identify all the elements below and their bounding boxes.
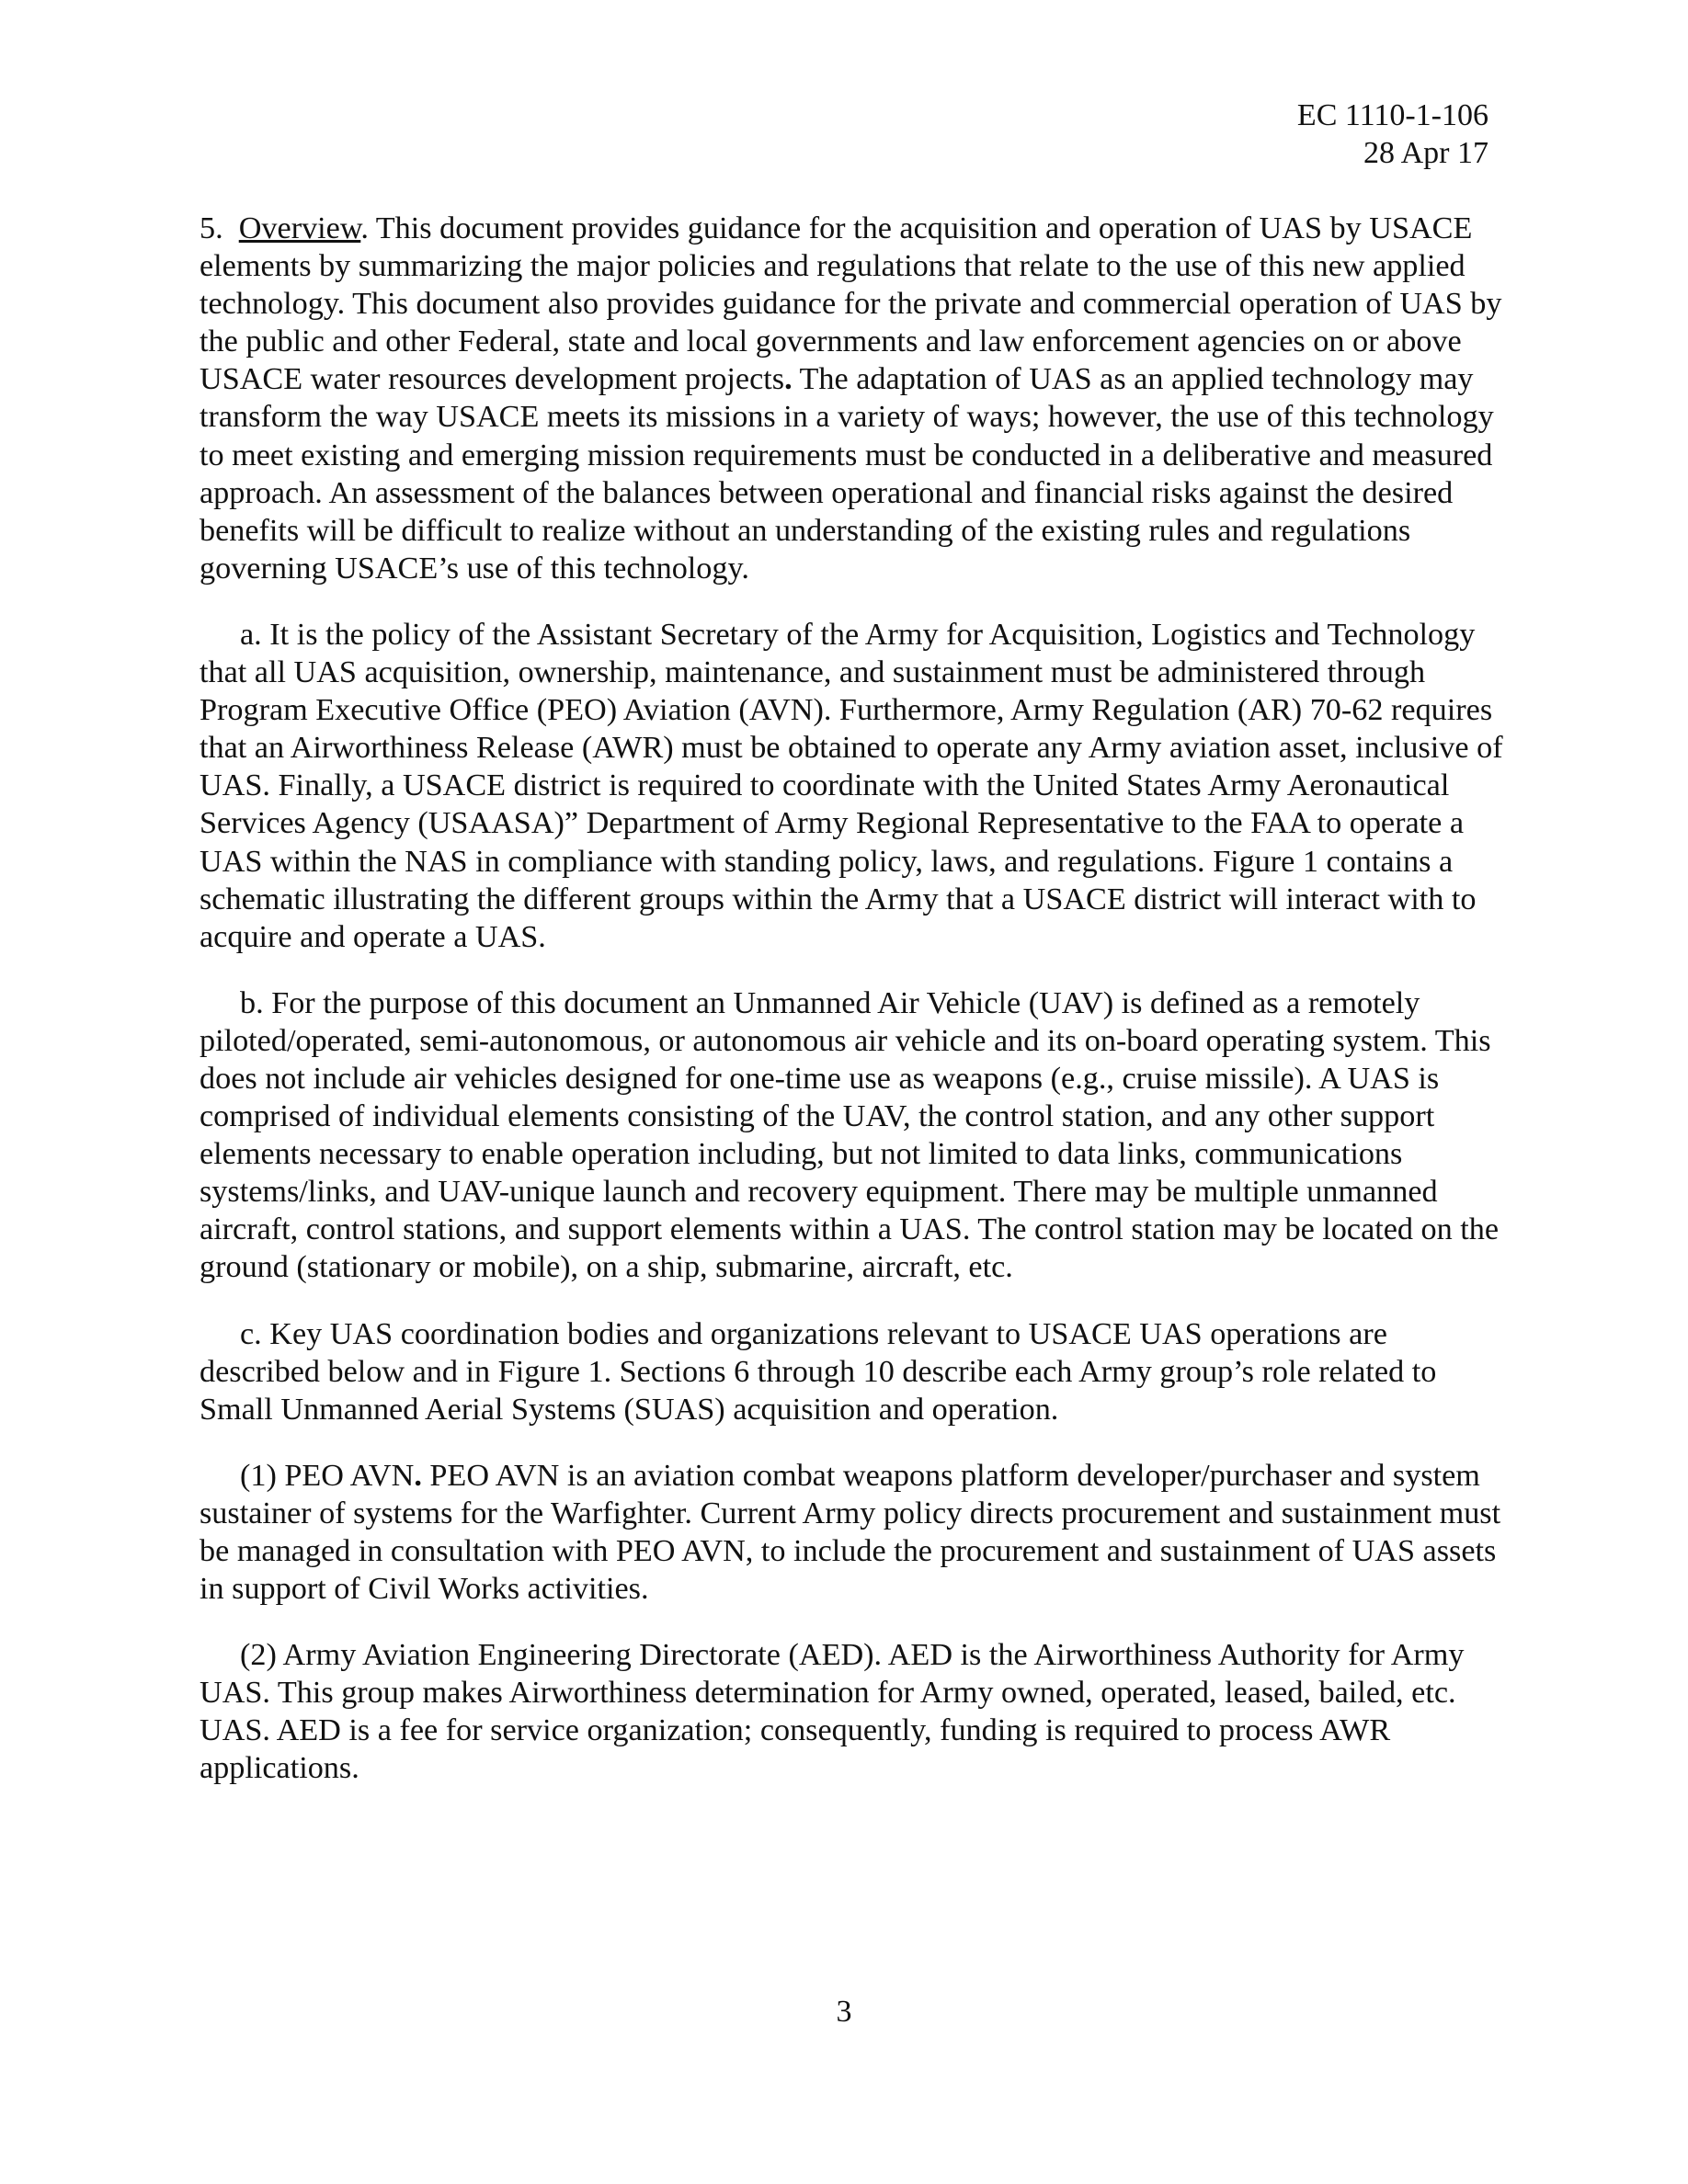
- paragraph-1-text: PEO AVN is an aviation combat weapons platform developer/purchaser and system sustainer of systems for the Warfighter. Current Army policy directs procurement and sustainment must be managed in consultation with PEO AVN, to include the procurement and sustainment of UAS assets in support of Civil Works activities.: [200, 1458, 1501, 1607]
- paragraph-1-lead: (1) PEO AVN: [240, 1458, 415, 1493]
- paragraph-c: c. Key UAS coordination bodies and organizations relevant to USACE UAS operations are described below and in Figure 1. Sections 6 through 10 describe each Army group’s role related to Small Unmanned Aerial Systems (SUAS) acquisition and operation.: [200, 1316, 1437, 1427]
- document-header: [1297, 97, 1488, 172]
- section-5-overview: [200, 210, 1505, 587]
- paragraph-b: b. For the purpose of this document an Unmanned Air Vehicle (UAV) is defined as a remotely piloted/operated, semi-autonomous, or autonomous air vehicle and its on-board operating system. This does not include air vehicles designed for one-time use as weapons (e.g., cruise missile). A UAS is comprised of individual elements consisting of the UAV, the control station, and any other support elements necessary to enable operation including, but not limited to data links, communications systems/links, and UAV-unique launch and recovery equipment. There may be multiple unmanned aircraft, control stations, and support elements within a UAS. The control station may be located on the ground (stationary or mobile), on a ship, submarine, aircraft, etc.: [200, 985, 1500, 1285]
- section-bold-period: .: [784, 362, 793, 397]
- page-number: 3: [836, 1995, 852, 2029]
- section-text-part1: . This document provides guidance for the acquisition and operation of UAS by USACE elements by summarizing the major policies and regulations that relate to the use of this new applied technology. This document also provides guidance for the private and commercial operation of UAS by the public and other Federal, state and local governments and law enforcement agencies on or above USACE water resources development projects: [200, 211, 1502, 397]
- document-number: EC 1110-1-106: [1296, 98, 1488, 132]
- section-title: Overview: [238, 211, 361, 245]
- document-body: [200, 210, 1505, 1816]
- section-text-part2: The adaptation of UAS as an applied technology may transform the way USACE meets its missions in a variety of ways; however, the use of this technology to meet existing and emerging mission requirements must be conducted in a deliberative and measured approach. An assessment of the balances between operational and financial risks against the desired benefits will be difficult to realize without an understanding of the existing rules and regulations governing USACE’s use of this technology.: [200, 362, 1494, 586]
- page-footer: [0, 1993, 1688, 2030]
- section-number: 5.: [200, 211, 223, 245]
- document-date: 28 Apr 17: [1363, 136, 1488, 170]
- paragraph-a: a. It is the policy of the Assistant Secretary of the Army for Acquisition, Logistics and Technology that all UAS acquisition, ownership, maintenance, and sustainment must be administered through Program Executive Office (PEO) Aviation (AVN). Furthermore, Army Regulation (AR) 70-62 requires that an Airworthiness Release (AWR) must be obtained to operate any Army aviation asset, inclusive of UAS. Finally, a USACE district is required to coordinate with the United States Army Aeronautical Services Agency (USAASA)” Department of Army Regional Representative to the FAA to operate a UAS within the NAS in compliance with standing policy, laws, and regulations. Figure 1 contains a schematic illustrating the different groups within the Army that a USACE district will interact with to acquire and operate a UAS.: [200, 617, 1503, 954]
- paragraph-1-peo-avn: [200, 1457, 1505, 1608]
- paragraph-2-aed: (2) Army Aviation Engineering Directorate (AED). AED is the Airworthiness Authority for Army UAS. This group makes Airworthiness determination for Army owned, operated, leased, bailed, etc. UAS. AED is a fee for service organization; consequently, funding is required to process AWR applications.: [200, 1638, 1465, 1786]
- paragraph-1-bold-period: .: [414, 1458, 422, 1493]
